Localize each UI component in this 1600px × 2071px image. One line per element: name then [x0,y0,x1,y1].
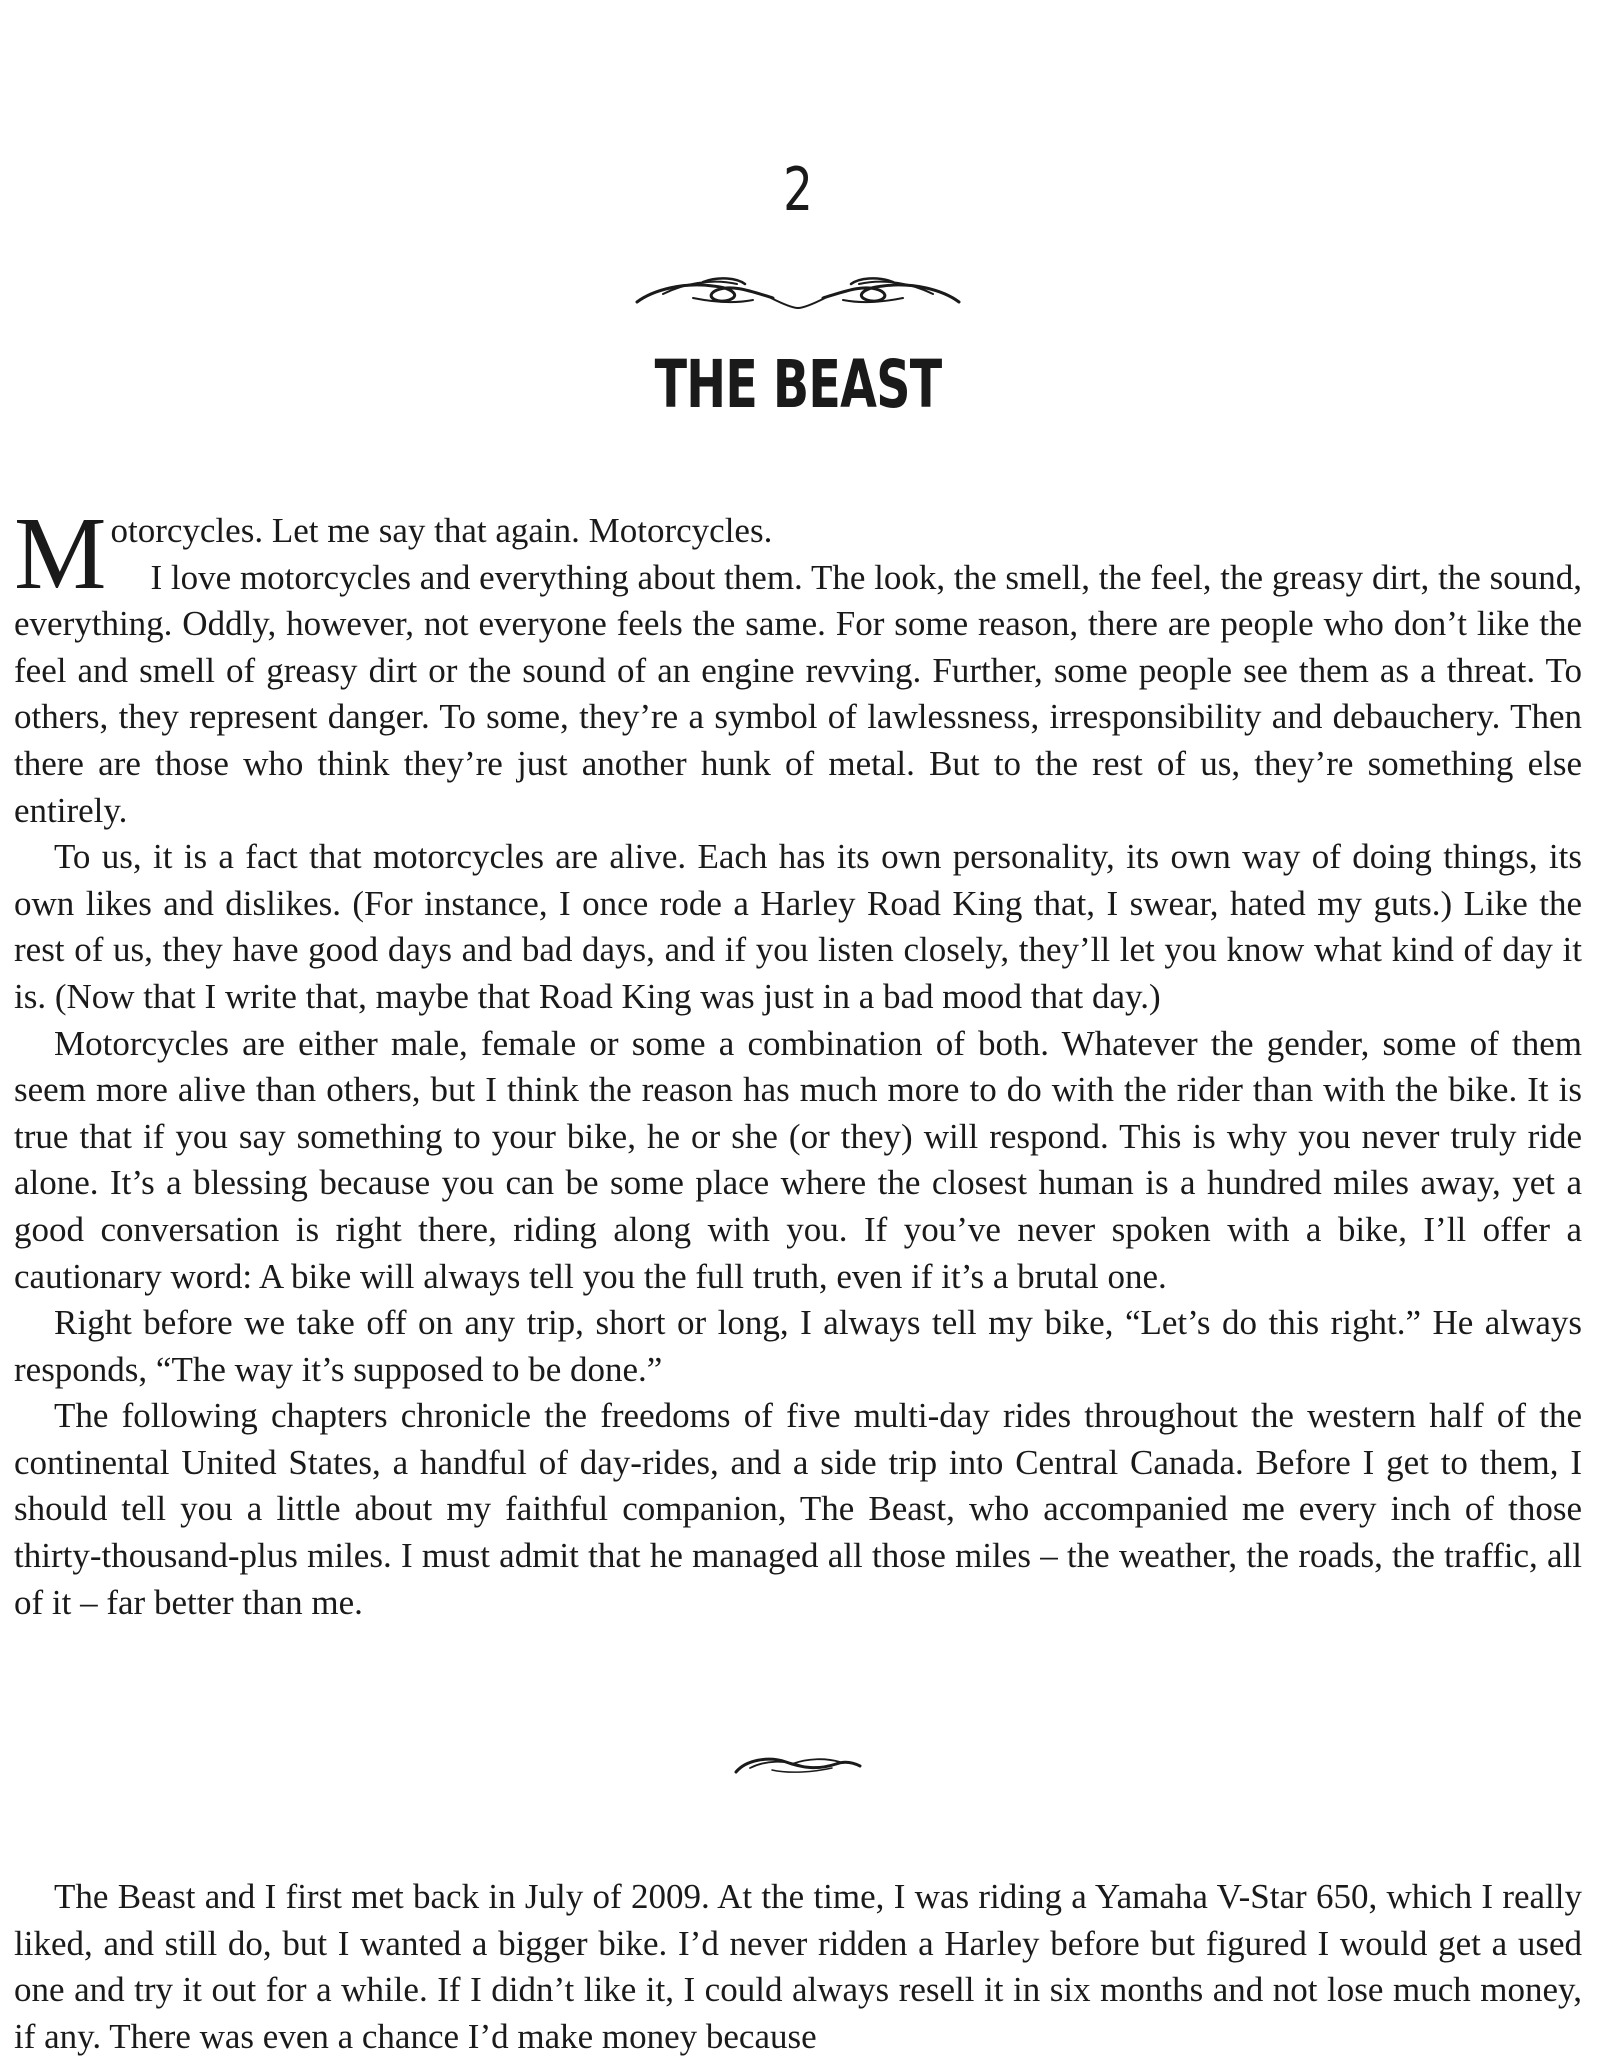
swash-icon [732,1750,864,1778]
opening-paragraph [14,496,1582,834]
scroll-flourish-icon [633,268,963,312]
opening-line: otorcycles. Let me say that again. Motorcycles. [110,511,773,550]
chapter-title: THE BEAST [654,346,942,423]
paragraph: To us, it is a fact that motorcycles are alive. Each has its own personality, its own way of doing things, its own likes and dislikes. (For instance, I once rode a Harley Road King that, I swear, hated my guts.) Like the rest of us, they have good days and bad days, and if you listen closely, they’ll let you know what kind of day it is. (Now that I write that, maybe that Road King was just in a bad mood that day.) [14,837,1582,1016]
paragraph: Motorcycles are either male, female or some a combination of both. Whatever the gender, some of them seem more alive than others, but I think the reason has much more to do with the rider than with the bike. It is true that if you say something to your bike, he or she (or they) will respond. This is why you never truly ride alone. It’s a blessing because you can be some place where the closest human is a hundred miles away, yet a good conversation is right there, riding along with you. If you’ve never spoken with a bike, I’ll offer a cautionary word: A bike will always tell you the full truth, even if it’s a brutal one. [14,1023,1582,1296]
book-page [14,0,1582,2071]
section-two-body [14,1874,1582,2060]
chapter-body [14,496,1582,1626]
paragraph-text: I love motorcycles and everything about them. The look, the smell, the feel, the greasy dirt, the sound, everything. Oddly, however, not everyone feels the same. For some reason, there are people who don’t like the feel and smell of greasy dirt or the sound of an engine revving. Further, some people see them as a threat. To others, they represent danger. To some, they’re a symbol of lawlessness, irresponsibility and debauchery. Then there are those who think they’re just another hunk of metal. But to the rest of us, they’re something else entirely. [14,557,1582,830]
paragraph: The following chapters chronicle the freedoms of five multi-day rides throughout the western half of the continental United States, a handful of day-rides, and a side trip into Central Canada. Before I get to them, I should tell you a little about my faithful companion, The Beast, who accompanied me every inch of those thirty-thousand-plus miles. I must admit that he managed all those miles – the weather, the roads, the traffic, all of it – far better than me. [14,1396,1582,1622]
drop-cap: M [14,496,107,611]
paragraph: The Beast and I first met back in July of 2009. At the time, I was riding a Yamaha V-Star 650, which I really liked, and still do, but I wanted a bigger bike. I’d never ridden a Harley before but figured I would get a used one and try it out for a while. If I didn’t like it, I could always resell it in six months and not lose much money, if any. There was even a chance I’d make money because [14,1877,1582,2056]
paragraph: Right before we take off on any trip, short or long, I always tell my bike, “Let’s do this right.” He always responds, “The way it’s supposed to be done.” [14,1303,1582,1389]
chapter-number: 2 [783,155,813,225]
